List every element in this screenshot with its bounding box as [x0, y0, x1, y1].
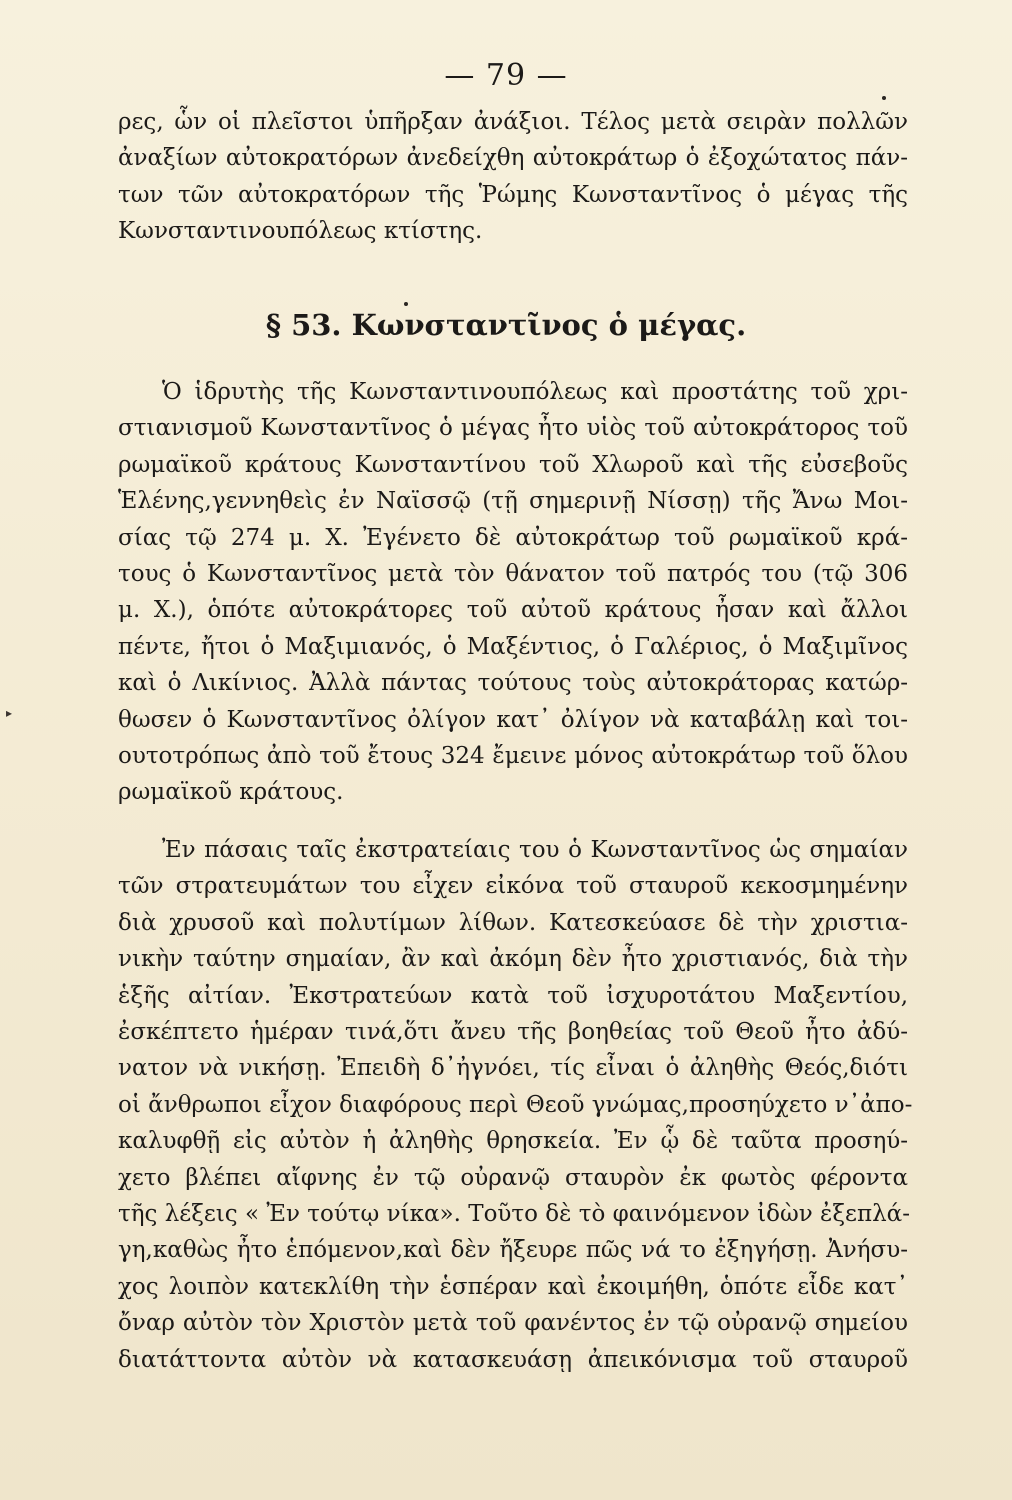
text-line: χος λοιπὸν κατεκλίθη τὴν ἑσπέραν καὶ ἐκοιμήθη, ὁπότε εἶδε κατ᾽ — [118, 1273, 908, 1300]
text-line: ρες, ὧν οἱ πλεῖστοι ὑπῆρξαν ἀνάξιοι. Τέλος μετὰ σειρὰν πολλῶν — [118, 109, 908, 135]
paragraph-2 — [118, 832, 913, 1378]
text-line: στιανισμοῦ Κωνσταντῖνος ὁ μέγας ἦτο υἱὸς τοῦ αὐτοκράτορος τοῦ — [118, 415, 908, 442]
margin-mark: ▸ — [6, 706, 13, 720]
text-line: των τῶν αὐτοκρατόρων τῆς Ῥώμης Κωνσταντῖνος ὁ μέγας τῆς — [118, 181, 908, 208]
section-heading: § 53. Κωνσταντῖνος ὁ μέγας. — [265, 308, 747, 342]
text-line: ρωμαϊκοῦ κράτους. — [118, 779, 344, 806]
text-line: ὄναρ αὐτὸν τὸν Χριστὸν μετὰ τοῦ φανέντος ἐν τῷ οὐρανῷ σημείου — [118, 1310, 908, 1337]
text-line: τῆς λέξεις « Ἐν τούτῳ νίκα». Τοῦτο δὲ τὸ φαινόμενον ἰδὼν ἐξεπλά- — [118, 1201, 910, 1228]
page-number: — 79 — — [444, 58, 568, 93]
text-line: νατον νὰ νικήσῃ. Ἐπειδὴ δ᾽ἠγνόει, τίς εἶναι ὁ ἀληθὴς Θεός,διότι — [118, 1055, 908, 1082]
text-line: ἑξῆς αἰτίαν. Ἐκστρατεύων κατὰ τοῦ ἰσχυροτάτου Μαξεντίου, — [118, 982, 908, 1009]
text-line: διατάττοντα αὐτὸν νὰ κατασκευάσῃ ἀπεικόνισμα τοῦ σταυροῦ — [118, 1346, 908, 1373]
ink-speck — [404, 302, 408, 306]
text-line: ἐσκέπτετο ἡμέραν τινά,ὅτι ἄνευ τῆς βοηθείας τοῦ Θεοῦ ἦτο ἀδύ- — [118, 1019, 908, 1046]
text-line: Ὁ ἱδρυτὴς τῆς Κωνσταντινουπόλεως καὶ προστάτης τοῦ χρι- — [162, 379, 908, 405]
text-line: ρωμαϊκοῦ κράτους Κωνσταντίνου τοῦ Χλωροῦ καὶ τῆς εὐσεβοῦς — [118, 451, 908, 478]
text-line: Ἑλένης,γεννηθεὶς ἐν Ναϊσσῷ (τῇ σημερινῇ Νίσσῃ) τῆς Ἄνω Μοι- — [118, 488, 908, 515]
paragraph-1 — [118, 374, 908, 811]
text-line: μ. Χ.), ὁπότε αὐτοκράτορες τοῦ αὐτοῦ κράτους ἦσαν καὶ ἄλλοι — [118, 597, 908, 624]
text-line: διὰ χρυσοῦ καὶ πολυτίμων λίθων. Κατεσκεύασε δὲ τὴν χριστια- — [118, 909, 908, 936]
text-line: οἱ ἄνθρωποι εἶχον διαφόρους περὶ Θεοῦ γνώμας,προσηύχετο ν᾽ἀπο- — [118, 1091, 913, 1118]
text-line: σίας τῷ 274 μ. Χ. Ἐγένετο δὲ αὐτοκράτωρ τοῦ ρωμαϊκοῦ κρά- — [118, 524, 908, 551]
text-line: πέντε, ἤτοι ὁ Μαξιμιανός, ὁ Μαξέντιος, ὁ Γαλέριος, ὁ Μαξιμῖνος — [118, 633, 908, 660]
text-line: καὶ ὁ Λικίνιος. Ἀλλὰ πάντας τούτους τοὺς αὐτοκράτορας κατώρ- — [118, 670, 908, 697]
text-line: θωσεν ὁ Κωνσταντῖνος ὀλίγον κατ᾽ ὀλίγον νὰ καταβάλῃ καὶ τοι- — [118, 706, 908, 733]
text-line: ἀναξίων αὐτοκρατόρων ἀνεδείχθη αὐτοκράτωρ ὁ ἐξοχώτατος πάν- — [118, 145, 908, 172]
text-line: ουτοτρόπως ἀπὸ τοῦ ἔτους 324 ἔμεινε μόνος αὐτοκράτωρ τοῦ ὅλου — [118, 743, 908, 770]
ink-speck — [882, 96, 886, 100]
text-line: τῶν στρατευμάτων του εἶχεν εἰκόνα τοῦ σταυροῦ κεκοσμημένην — [118, 873, 908, 900]
text-line: τους ὁ Κωνσταντῖνος μετὰ τὸν θάνατον τοῦ πατρός του (τῷ 306 — [118, 561, 908, 588]
text-line: νικὴν ταύτην σημαίαν, ἂν καὶ ἀκόμη δὲν ἦτο χριστιανός, διὰ τὴν — [118, 946, 908, 973]
text-line: χετο βλέπει αἴφνης ἐν τῷ οὐρανῷ σταυρὸν ἐκ φωτὸς φέροντα — [118, 1164, 908, 1191]
text-line: καλυφθῇ εἰς αὐτὸν ἡ ἀληθὴς θρησκεία. Ἐν ᾧ δὲ ταῦτα προσηύ- — [118, 1128, 908, 1155]
text-line: Ἐν πάσαις ταῖς ἐκστρατείαις του ὁ Κωνσταντῖνος ὡς σημαίαν — [162, 837, 908, 863]
text-line: Κωνσταντινουπόλεως κτίστης. — [118, 218, 483, 245]
text-line: γη,καθὼς ἦτο ἑπόμενον,καὶ δὲν ἤξευρε πῶς νά το ἐξηγήσῃ. Ἀνήσυ- — [118, 1237, 908, 1264]
intro-paragraph — [118, 104, 908, 250]
